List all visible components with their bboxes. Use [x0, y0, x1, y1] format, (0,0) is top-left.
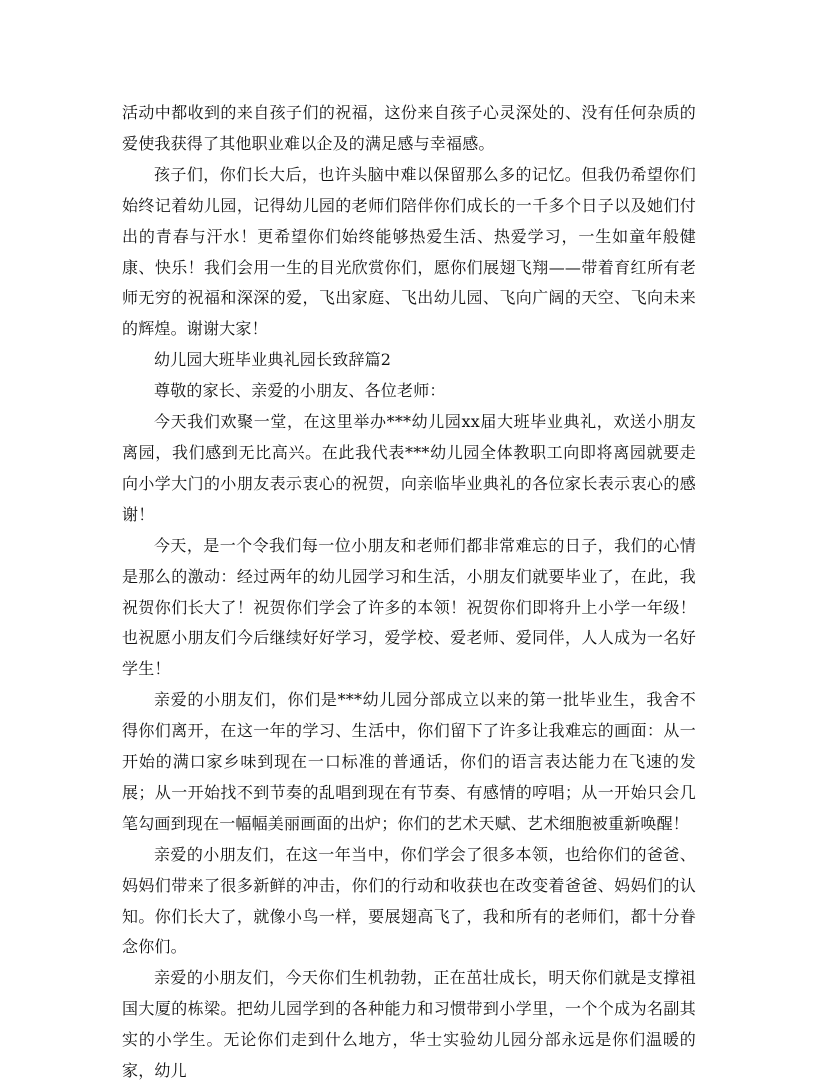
- paragraph-1: 活动中都收到的来自孩子们的祝福，这份来自孩子心灵深处的、没有任何杂质的爱使我获得了其他职业难以企及的满足感与幸福感。: [122, 103, 696, 153]
- salutation: 尊敬的家长、亲爱的小朋友、各位老师：: [154, 381, 446, 401]
- paragraph-7: 亲爱的小朋友们，你们是***幼儿园分部成立以来的第一批毕业生，我舍不得你们离开，在这一年的学习、生活中，你们留下了许多让我难忘的画面：从一开始的满口家乡味到现在一口标准的普通话，你们的语言表达能力在飞速的发展；从一开始找不到节奏的乱唱到现在有节奏、有感情的哼唱；从一开始只会几笔勾画到现在一幅幅美丽画面的出炉；你们的艺术天赋、艺术细胞被重新唤醒！: [122, 690, 696, 833]
- section-heading: 幼儿园大班毕业典礼园长致辞篇2: [154, 350, 392, 370]
- paragraph-9: 亲爱的小朋友们，今天你们生机勃勃，正在茁壮成长，明天你们就是支撑祖国大厦的栋梁。把幼儿园学到的各种能力和习惯带到小学里，一个个成为名副其实的小学生。无论你们走到什么地方，华士实验幼儿园分部永远是你们温暖的家，幼儿: [122, 968, 696, 1081]
- paragraph-5: 今天我们欢聚一堂，在这里举办***幼儿园xx届大班毕业典礼，欢送小朋友离园，我们感到无比高兴。在此我代表***幼儿园全体教职工向即将离园就要走向小学大门的小朋友表示衷心的祝贺，向亲临毕业典礼的各位家长表示衷心的感谢！: [122, 412, 696, 524]
- paragraph-8: 亲爱的小朋友们，在这一年当中，你们学会了很多本领，也给你们的爸爸、妈妈们带来了很多新鲜的冲击，你们的行动和收获也在改变着爸爸、妈妈们的认知。你们长大了，就像小鸟一样，要展翅高飞了，我和所有的老师们，都十分眷念你们。: [122, 844, 696, 957]
- paragraph-2: 孩子们，你们长大后，也许头脑中难以保留那么多的记忆。但我仍希望你们始终记着幼儿园，记得幼儿园的老师们陪伴你们成长的一千多个日子以及她们付出的青春与汗水！更希望你们始终能够热爱生活、热爱学习，一生如童年般健康、快乐！我们会用一生的目光欣赏你们，愿你们展翅飞翔——带着育红所有老师无穷的祝福和深深的爱，飞出家庭、飞出幼儿园、飞向广阔的天空、飞向未来的辉煌。谢谢大家！: [122, 164, 696, 339]
- paragraph-6: 今天，是一个令我们每一位小朋友和老师们都非常难忘的日子，我们的心情是那么的激动：经过两年的幼儿园学习和生活，小朋友们就要毕业了，在此，我祝贺你们长大了！祝贺你们学会了许多的本领！祝贺你们即将升上小学一年级！也祝愿小朋友们今后继续好好学习，爱学校、爱老师、爱同伴，人人成为一名好学生！: [122, 535, 696, 679]
- document-body: [122, 98, 696, 1087]
